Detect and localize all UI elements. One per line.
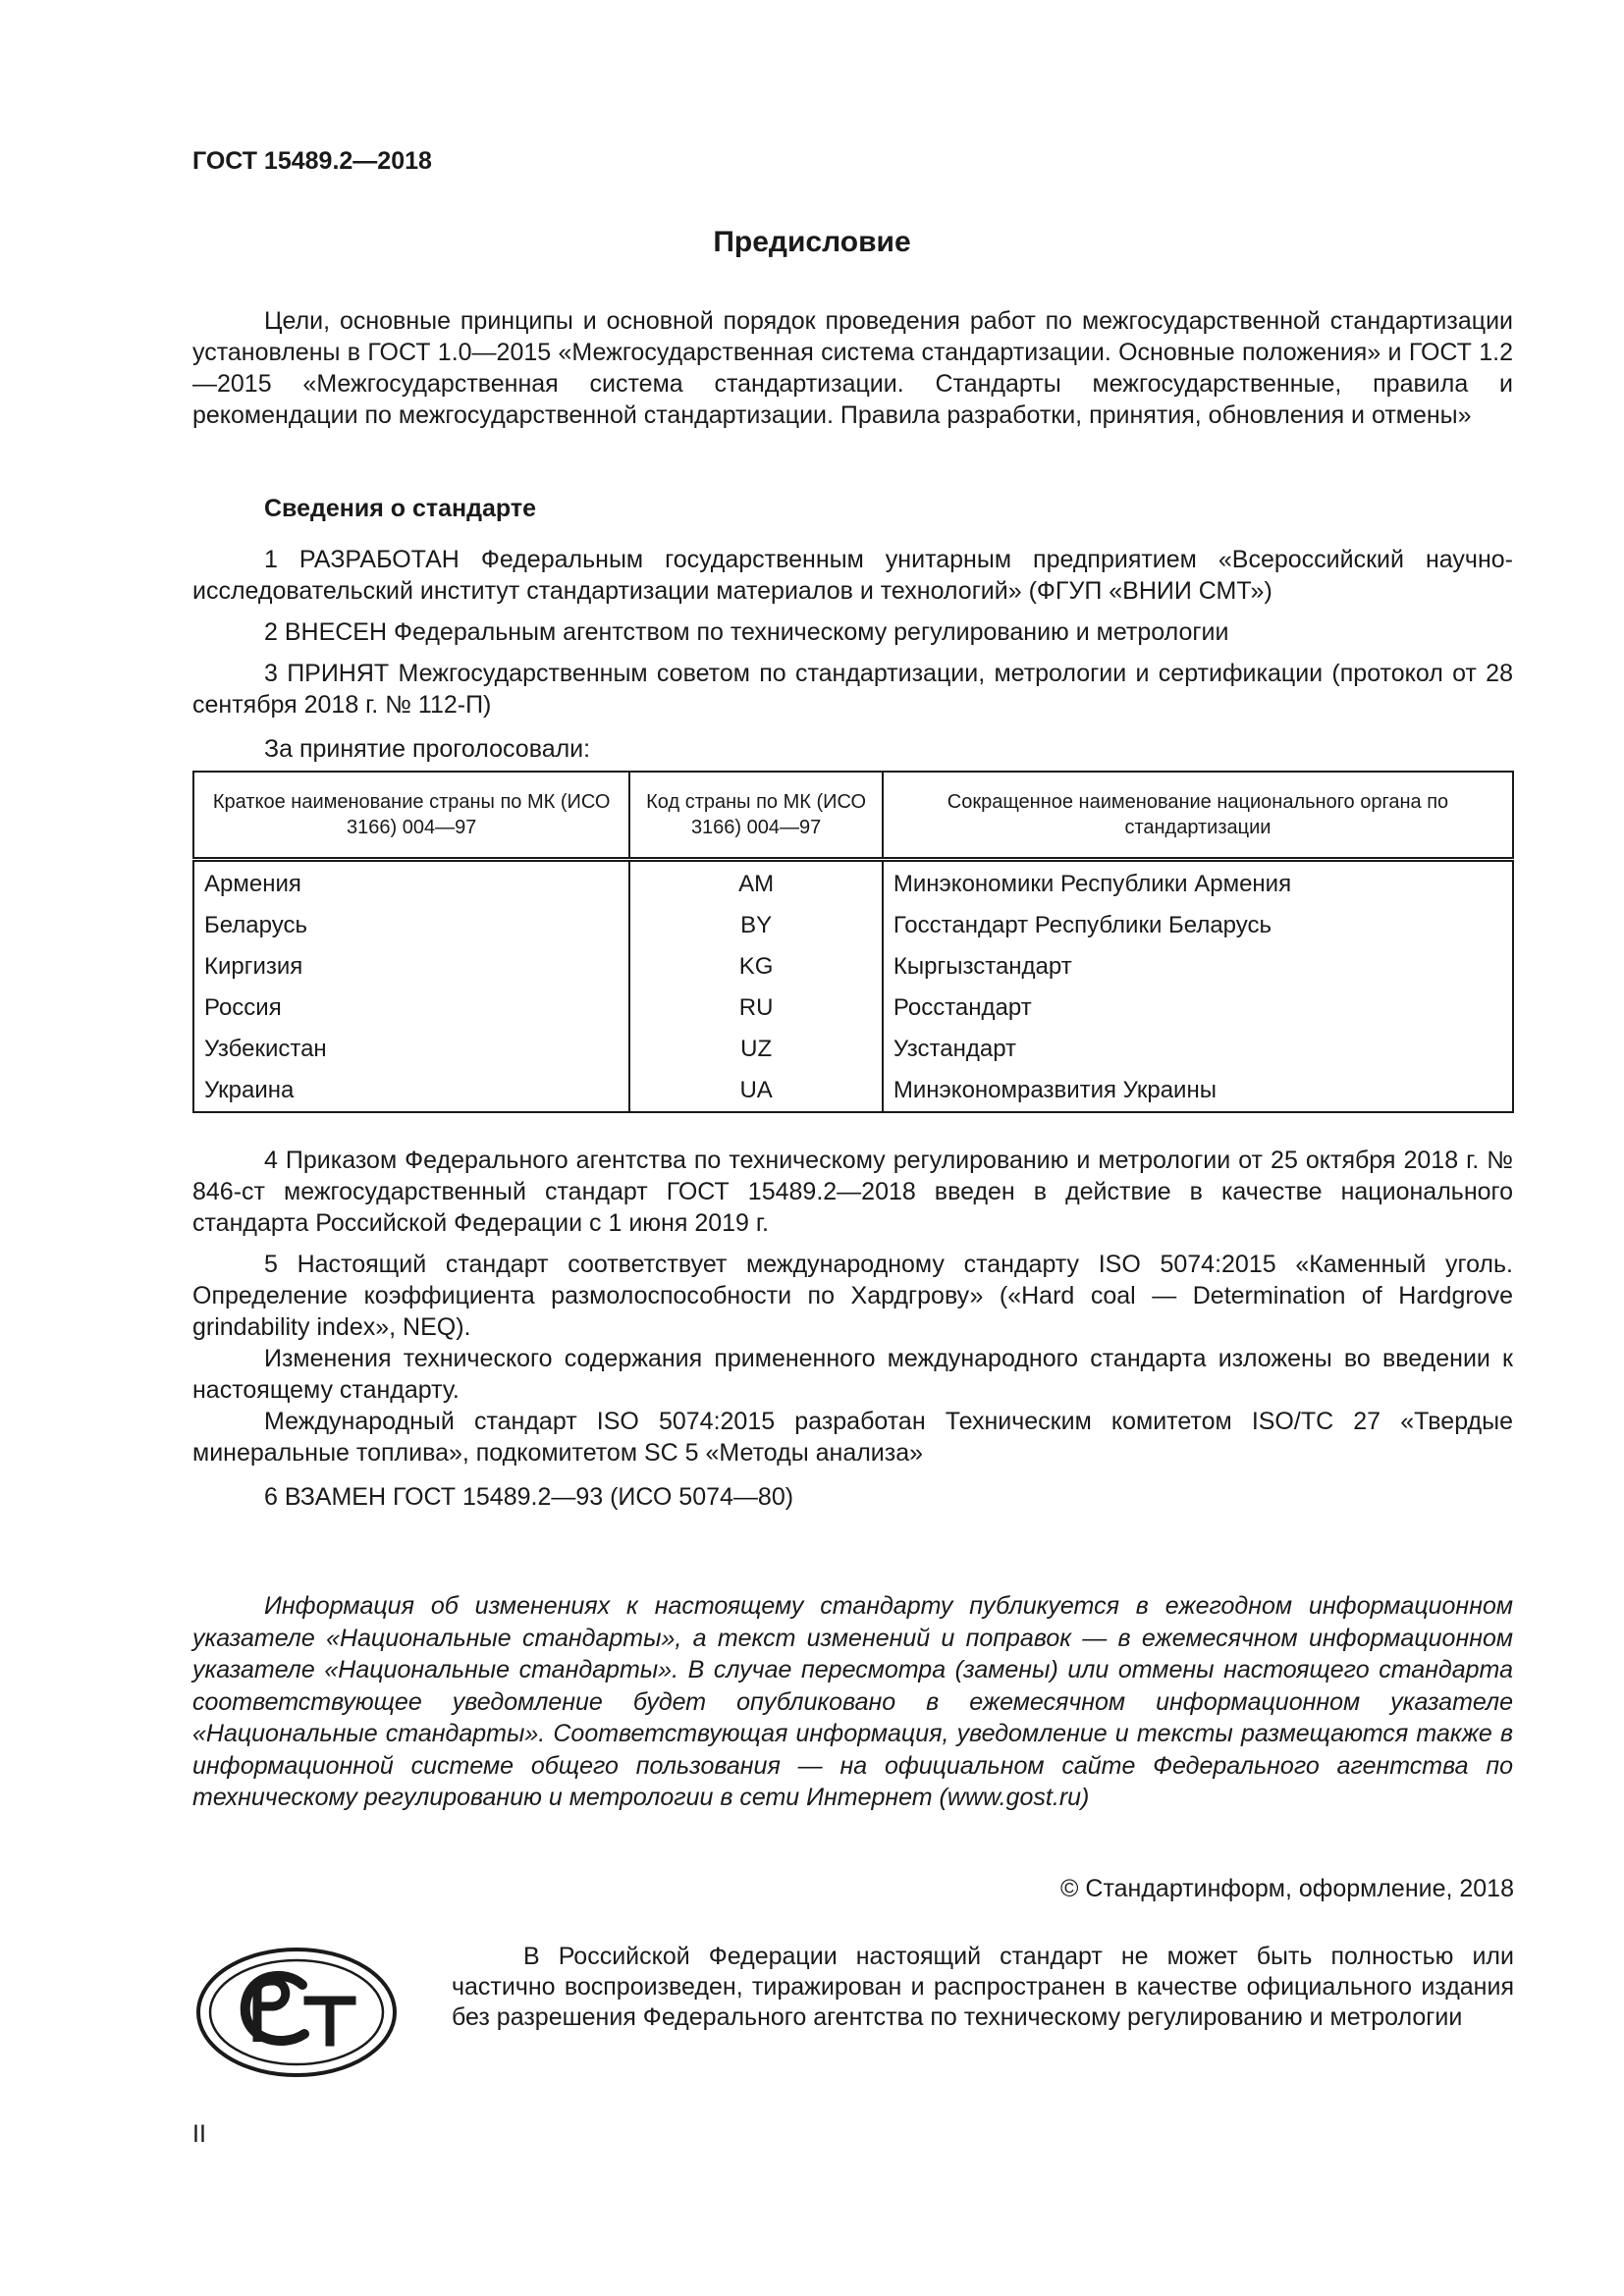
rights-text: В Российской Федерации настоящий стандарт не может быть полностью или частично воспроизведен, тиражирован и распространен в качестве официального издания без разрешения Федерального агентства по техническому регулированию и метрологии bbox=[452, 1943, 1514, 2031]
header-national-body: Сокращенное наименование национального органа по стандартизации bbox=[883, 772, 1513, 860]
table-row bbox=[193, 946, 1513, 988]
cell-body: Минэкономики Республики Армения bbox=[883, 860, 1513, 906]
cell-body: Узстандарт bbox=[883, 1029, 1513, 1070]
document-code: ГОСТ 15489.2—2018 bbox=[192, 147, 432, 175]
table-row bbox=[193, 1029, 1513, 1070]
standard-info-continued bbox=[192, 1145, 1513, 1513]
intro-text: Цели, основные принципы и основной порядок проведения работ по межгосударственной стандартизации установлены в ГОСТ 1.0—2015 «Межгосударственная система стандартизации. Основные положения» и ГОСТ 1.2—2015 «Межгосударственная система стандартизации. Стандарты межгосударственные, правила и рекомендации по межгосударственной стандартизации. Правила разработки, принятия, обновления и отмены» bbox=[192, 307, 1513, 429]
item-changes: Изменения технического содержания примененного международного стандарта изложены во введении к настоящему стандарту. bbox=[192, 1345, 1513, 1404]
info-heading: Сведения о стандарте bbox=[264, 495, 537, 522]
reproduction-rights bbox=[452, 1942, 1514, 2033]
table-row bbox=[193, 860, 1513, 906]
table-header-row bbox=[193, 772, 1513, 860]
item-replace: 6 ВЗАМЕН ГОСТ 15489.2—93 (ИСО 5074—80) bbox=[264, 1483, 794, 1511]
cell-country: Украина bbox=[193, 1070, 629, 1112]
item-developed: 1 РАЗРАБОТАН Федеральным государственным унитарным предприятием «Всероссийский научно-исследовательский институт стандартизации материалов и технологий» (ФГУП «ВНИИ СМТ») bbox=[192, 546, 1513, 605]
cell-country: Узбекистан bbox=[193, 1029, 629, 1070]
page-number: II bbox=[192, 2120, 206, 2148]
table-row bbox=[193, 905, 1513, 946]
standard-info bbox=[192, 493, 1513, 765]
header-country-name: Краткое наименование страны по МК (ИСО 3166) 004—97 bbox=[193, 772, 629, 860]
item-order: 4 Приказом Федерального агентства по техническому регулированию и метрологии от 25 октября 2018 г. № 846-ст межгосударственный стандарт ГОСТ 15489.2—2018 введен в действие в качестве национального стандарта Российской Федерации с 1 июня 2019 г. bbox=[192, 1147, 1513, 1237]
amendments-notice bbox=[192, 1590, 1513, 1814]
copyright-line: © Стандартинформ, оформление, 2018 bbox=[1060, 1875, 1514, 1902]
cell-code: KG bbox=[629, 946, 883, 988]
table-row bbox=[193, 988, 1513, 1029]
rst-certification-mark-icon bbox=[192, 1944, 401, 2081]
cell-body: Минэкономразвития Украины bbox=[883, 1070, 1513, 1112]
cell-code: RU bbox=[629, 988, 883, 1029]
votes-label: За принятие проголосовали: bbox=[264, 735, 591, 763]
cell-code: AM bbox=[629, 860, 883, 906]
page-title: Предисловие bbox=[713, 226, 911, 258]
item-intl-standard: Международный стандарт ISO 5074:2015 разработан Техническим комитетом ISO/TC 27 «Твердые минеральные топлива», подкомитетом SC 5 «Методы анализа» bbox=[192, 1408, 1513, 1467]
cell-body: Росстандарт bbox=[883, 988, 1513, 1029]
cell-country: Киргизия bbox=[193, 946, 629, 988]
table-row bbox=[193, 1070, 1513, 1112]
intro-paragraph bbox=[192, 305, 1513, 431]
header-country-code: Код страны по МК (ИСО 3166) 004—97 bbox=[629, 772, 883, 860]
cell-code: BY bbox=[629, 905, 883, 946]
cell-country: Россия bbox=[193, 988, 629, 1029]
votes-table bbox=[192, 771, 1514, 1113]
cell-code: UZ bbox=[629, 1029, 883, 1070]
cell-country: Беларусь bbox=[193, 905, 629, 946]
cell-body: Госстандарт Республики Беларусь bbox=[883, 905, 1513, 946]
cell-code: UA bbox=[629, 1070, 883, 1112]
item-correspond: 5 Настоящий стандарт соответствует международному стандарту ISO 5074:2015 «Каменный уголь. Определение коэффициента размолоспособности по Хардгрову» («Hard coal — Determination of Hardgrove grindability index», NEQ). bbox=[192, 1251, 1513, 1341]
cell-country: Армения bbox=[193, 860, 629, 906]
cell-body: Кыргызстандарт bbox=[883, 946, 1513, 988]
item-submitted: 2 ВНЕСЕН Федеральным агентством по техническому регулированию и метрологии bbox=[264, 618, 1229, 646]
item-adopted: 3 ПРИНЯТ Межгосударственным советом по стандартизации, метрологии и сертификации (протокол от 28 сентября 2018 г. № 112-П) bbox=[192, 660, 1513, 719]
notice-text: Информация об изменениях к настоящему стандарту публикуется в ежегодном информационном указателе «Национальные стандарты», а текст изменений и поправок — в ежемесячном информационном указателе «Национальные стандарты». В случае пересмотра (замены) или отмены настоящего стандарта соответствующее уведомление будет опубликовано в ежемесячном информационном указателе «Национальные стандарты». Соответствующая информация, уведомление и тексты размещаются также в информационной системе общего пользования — на официальном сайте Федерального агентства по техническому регулированию и метрологии в сети Интернет (www.gost.ru) bbox=[192, 1592, 1513, 1811]
